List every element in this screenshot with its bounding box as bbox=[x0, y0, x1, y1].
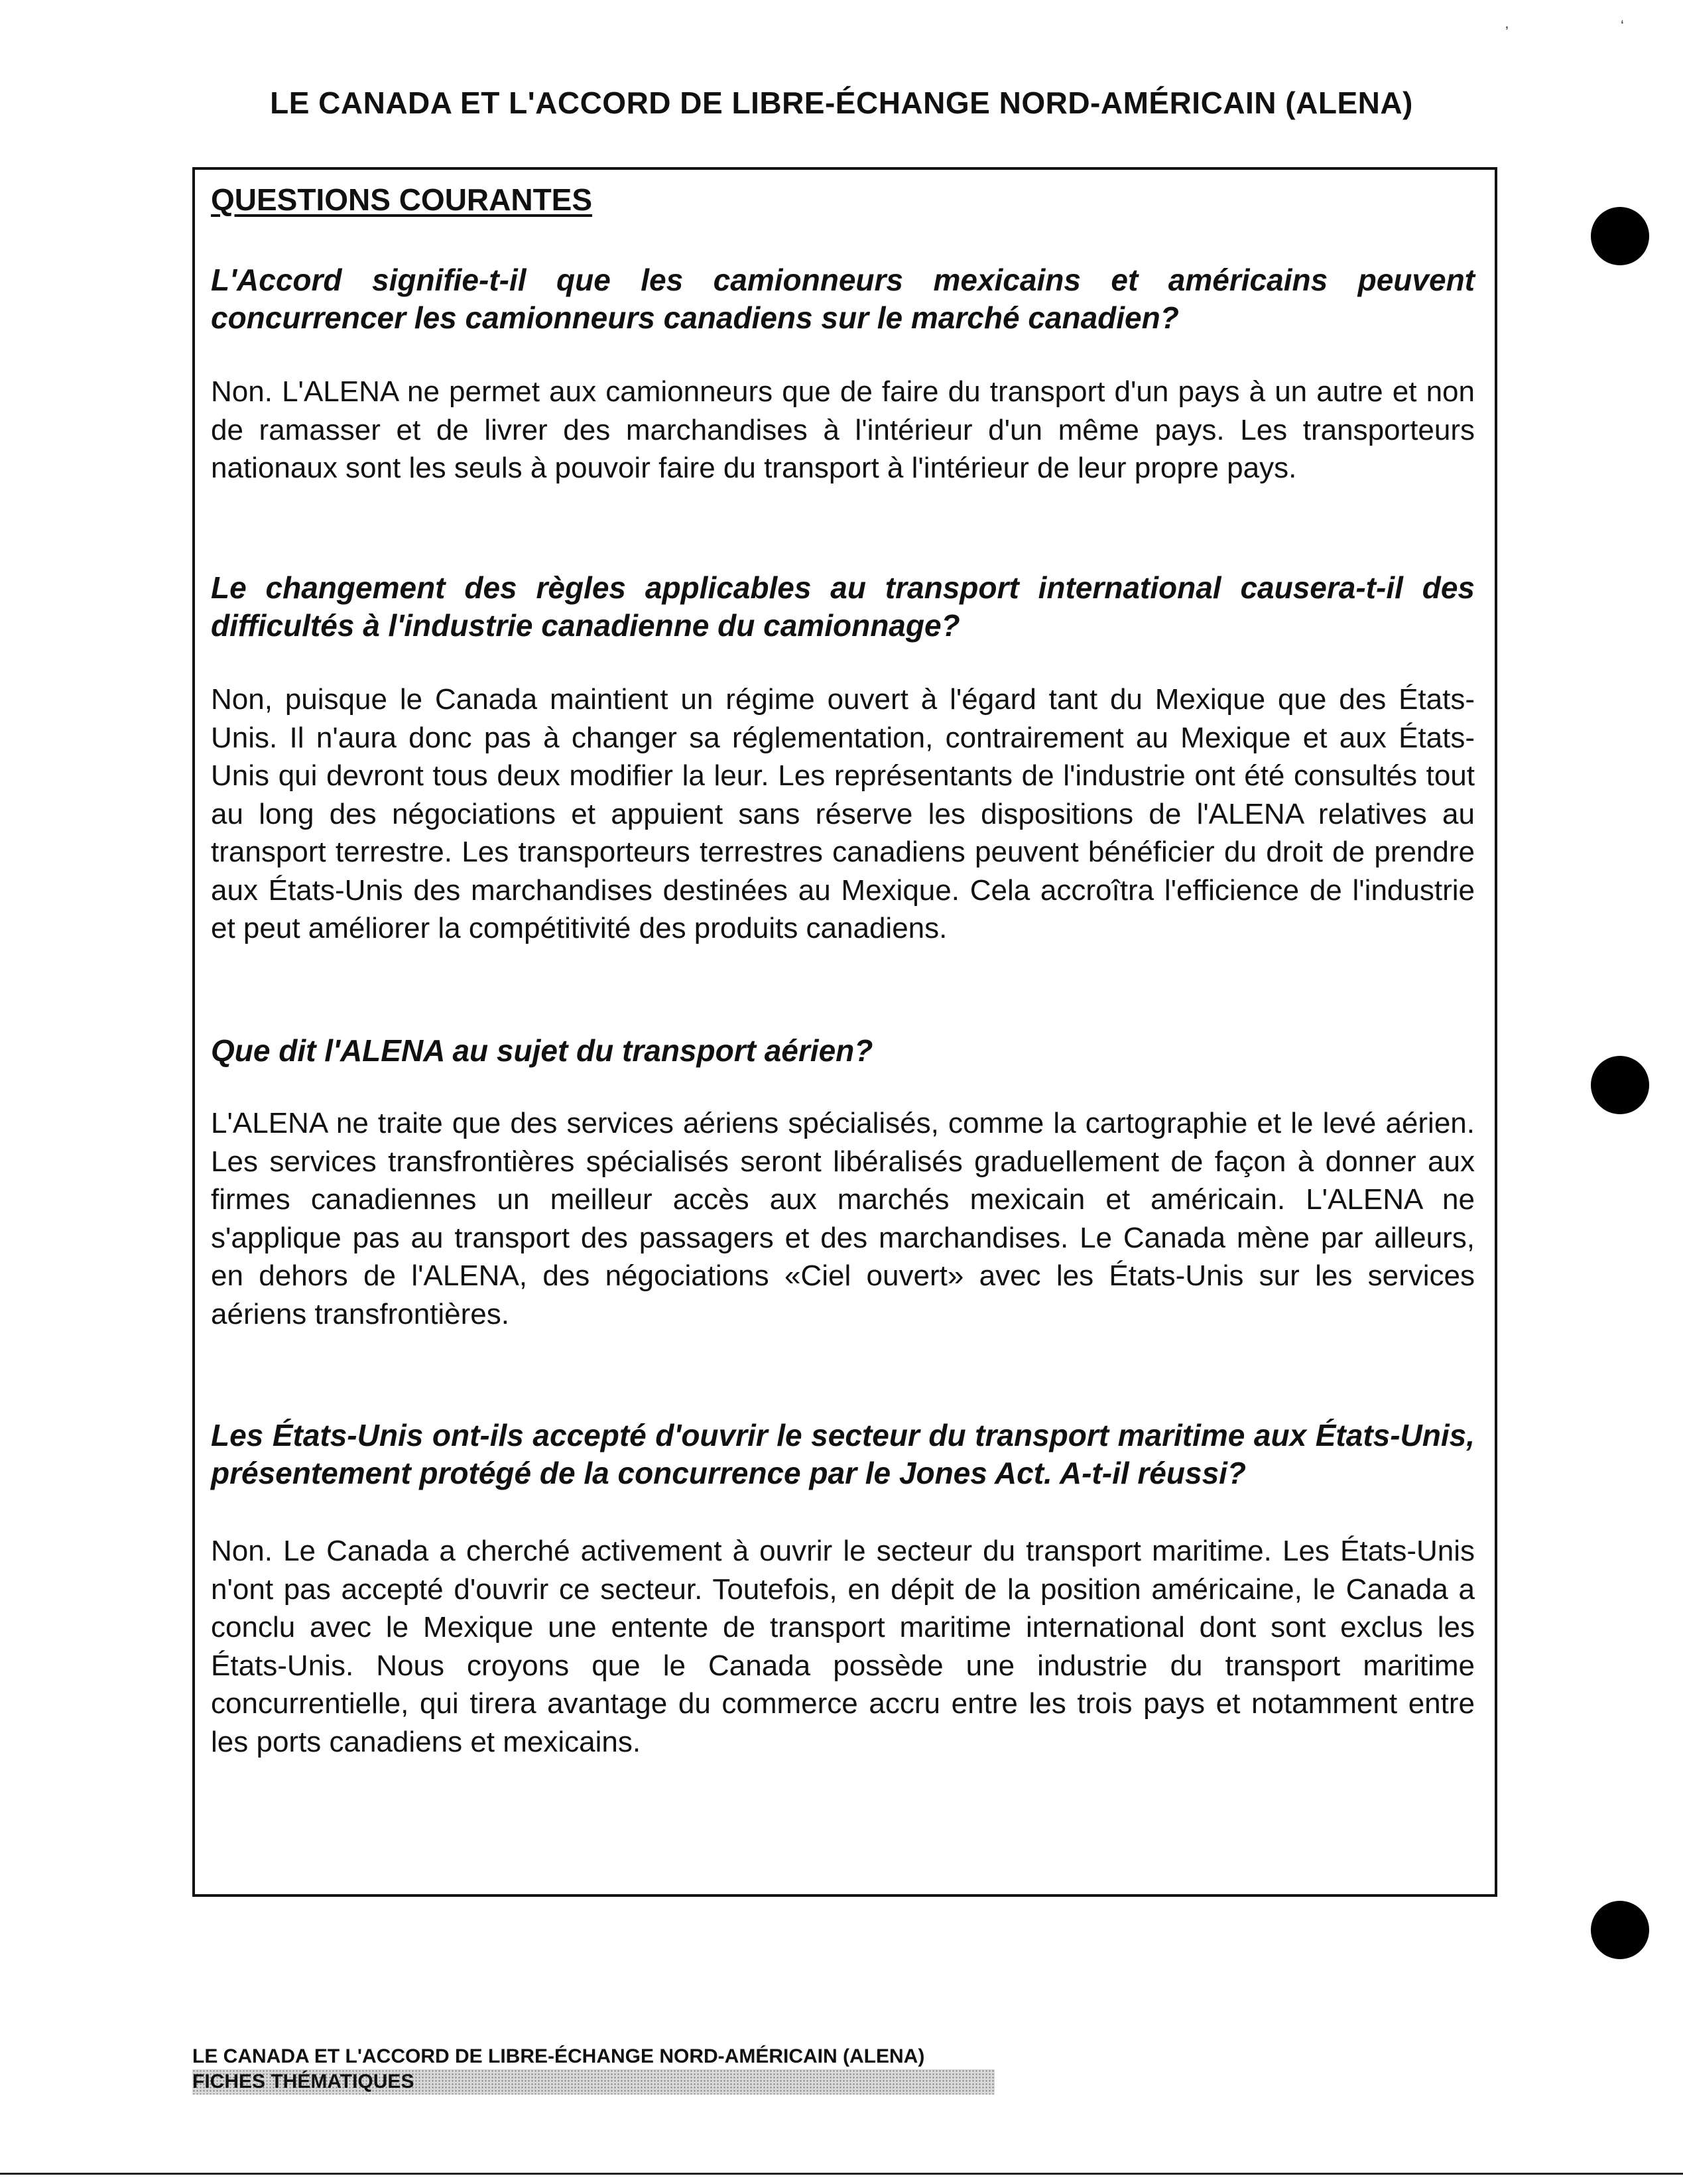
footer-title: LE CANADA ET L'ACCORD DE LIBRE-ÉCHANGE NORD-AMÉRICAIN (ALENA) bbox=[192, 2045, 925, 2067]
faq-answer: Non. Le Canada a cherché activement à ouvrir le secteur du transport maritime. Les États-Unis n'ont pas accepté d'ouvrir ce secteur. Toutefois, en dépit de la position américaine, le Canada a conclu avec le Mexique une entente de transport maritime international dont sont exclus les États-Unis. Nous croyons que le Canada possède une industrie du transport maritime concurrentielle, qui tirera avantage du commerce accru entre les trois pays et notamment entre les ports canadiens et mexicains. bbox=[211, 1535, 1475, 1758]
page-title: LE CANADA ET L'ACCORD DE LIBRE-ÉCHANGE NORD-AMÉRICAIN (ALENA) bbox=[270, 86, 1413, 120]
scan-speck: ‘ bbox=[1621, 17, 1624, 34]
section-heading: QUESTIONS COURANTES bbox=[211, 182, 593, 217]
faq-answer: Non. L'ALENA ne permet aux camionneurs que de faire du transport d'un pays à un autre et non de ramasser et de livrer des marchandises à l'intérieur d'un même pays. Les transporteurs nationaux sont les seuls à pouvoir faire du transport à l'intérieur de leur propre pays. bbox=[211, 375, 1475, 484]
faq-question: Le changement des règles applicables au transport international causera-t-il des difficultés à l'industrie canadienne du camionnage? bbox=[211, 570, 1475, 643]
faq-item-air-transport bbox=[211, 1032, 1475, 1333]
punch-hole bbox=[1591, 1056, 1649, 1114]
faq-question: Les États-Unis ont-ils accepté d'ouvrir le secteur du transport maritime aux États-Unis, présentement protégé de la concurrence par le Jones Act. A-t-il réussi? bbox=[211, 1418, 1475, 1490]
faq-answer: L'ALENA ne traite que des services aériens spécialisés, comme la cartographie et le levé aérien. Les services transfrontières spécialisés seront libéralisés graduellement de façon à donner aux firmes canadiennes un meilleur accès aux marchés mexicain et américain. L'ALENA ne s'applique pas au transport des passagers et des marchandises. Le Canada mène par ailleurs, en dehors de l'ALENA, des négociations «Ciel ouvert» avec les États-Unis sur les services aériens transfrontières. bbox=[211, 1107, 1475, 1330]
faq-item-maritime-transport bbox=[211, 1417, 1475, 1761]
faq-question: L'Accord signifie-t-il que les camionneurs mexicains et américains peuvent concurrencer les camionneurs canadiens sur le marché canadien? bbox=[211, 263, 1475, 335]
faq-answer: Non, puisque le Canada maintient un régime ouvert à l'égard tant du Mexique que des États-Unis. Il n'aura donc pas à changer sa réglementation, contrairement au Mexique et aux États-Unis qui devront tous deux modifier la leur. Les représentants de l'industrie ont été consultés tout au long des négociations et appuient sans réserve les dispositions de l'ALENA relatives au transport terrestre. Les transporteurs terrestres canadiens peuvent bénéficier du droit de prendre aux États-Unis des marchandises destinées au Mexique. Cela accroîtra l'efficience de l'industrie et peut améliorer la compétitivité des produits canadiens. bbox=[211, 683, 1475, 944]
footer-subtitle: FICHES THÉMATIQUES bbox=[192, 2069, 995, 2094]
faq-question: Que dit l'ALENA au sujet du transport aérien? bbox=[211, 1033, 873, 1068]
punch-hole bbox=[1591, 1901, 1649, 1959]
faq-item-trucking-competition bbox=[211, 261, 1475, 487]
footer bbox=[192, 2044, 995, 2094]
punch-hole bbox=[1591, 207, 1649, 265]
scan-speck: ʼ bbox=[1505, 24, 1509, 40]
faq-item-international-transport-rules bbox=[211, 569, 1475, 948]
bottom-rule bbox=[0, 2173, 1683, 2175]
